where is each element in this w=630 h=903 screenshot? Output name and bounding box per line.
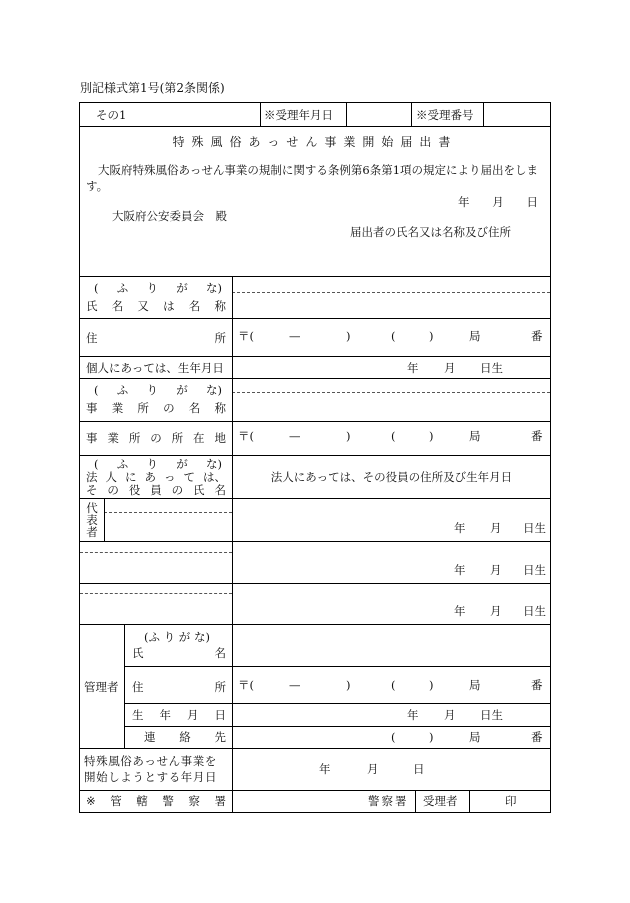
manager-birth-month: 月 [444, 708, 456, 722]
rule [124, 726, 550, 727]
manager-birth-label: 生 年 月 日 [132, 708, 226, 722]
rule [80, 498, 550, 499]
phone-ban: 番 [531, 429, 543, 443]
manager-address-label: 住 所 [132, 680, 226, 694]
form-caption: 別記様式第1号(第2条関係) [80, 81, 225, 95]
officer-2-year: 年 [454, 563, 466, 577]
manager-birth-day: 日生 [480, 708, 503, 722]
receipt-number-label: ※受理番号 [416, 108, 474, 122]
officer-1-day: 日生 [523, 521, 546, 535]
phone-close: ) [429, 678, 434, 692]
dashed-rule [80, 593, 232, 594]
intro-date: 年 月 日 [458, 195, 538, 209]
intro-line-2: す。 [86, 179, 109, 193]
rule [104, 498, 105, 541]
manager-label: 管理者 [84, 680, 119, 694]
postal-dash: — [289, 429, 301, 443]
officer-furigana-label: ( ふ り が な) [94, 457, 222, 471]
postal-mark: 〒( [238, 329, 254, 343]
dashed-rule [232, 292, 550, 293]
rule [260, 103, 261, 126]
officer-3-month: 月 [490, 604, 502, 618]
officer-label-line-2: そ の 役 員 の 氏 名 [86, 483, 226, 497]
rule [232, 624, 233, 812]
officer-3-year: 年 [454, 604, 466, 618]
office-furigana-label: ( ふ り が な) [94, 383, 222, 397]
rule [80, 748, 550, 749]
manager-contact-label: 連 絡 先 [144, 730, 226, 744]
phone-open: ( [391, 429, 396, 443]
addressee: 大阪府公安委員会 殿 [112, 209, 227, 223]
applicant-label: 届出者の氏名又は名称及び住所 [350, 225, 511, 239]
start-label-line-2: 開始しようとする年月日 [84, 770, 218, 784]
rule [80, 126, 550, 127]
postal-mark: 〒( [238, 429, 254, 443]
form-title: 特殊風俗あっせん事業開始届出書 [172, 135, 458, 149]
notification-form [79, 102, 551, 813]
rule [415, 790, 416, 812]
start-day: 日 [413, 762, 425, 776]
officer-2-month: 月 [490, 563, 502, 577]
phone-close: ) [429, 429, 434, 443]
seal-label: 印 [505, 794, 517, 808]
phone-open: ( [391, 329, 396, 343]
police-station-label: ※ 管 轄 警 察 署 [86, 794, 226, 808]
contact-open: ( [391, 730, 396, 744]
intro-line-1: 大阪府特殊風俗あっせん事業の規制に関する条例第6条第1項の規定により届出をしま [98, 163, 539, 177]
rule [80, 583, 550, 584]
contact-close: ) [429, 730, 434, 744]
rule [124, 703, 550, 704]
rule [346, 103, 347, 126]
rule [80, 624, 550, 625]
rule [124, 624, 125, 748]
officer-2-day: 日生 [523, 563, 546, 577]
furigana-label: ( ふ り が な) [94, 281, 222, 295]
start-label-line-1: 特殊風俗あっせん事業を [84, 754, 217, 768]
postal-dash: — [289, 678, 301, 692]
contact-kyoku: 局 [469, 730, 481, 744]
birth-date-label: 個人にあっては、生年月日 [86, 361, 224, 375]
rule [232, 276, 233, 624]
rule [469, 790, 470, 812]
phone-kyoku: 局 [469, 429, 481, 443]
receiver-label: 受理者 [423, 794, 458, 808]
officer-3-day: 日生 [523, 604, 546, 618]
dashed-rule [232, 392, 550, 393]
start-month: 月 [367, 762, 379, 776]
rule [80, 276, 550, 277]
phone-ban: 番 [531, 329, 543, 343]
police-station-suffix: 警察署 [368, 794, 409, 808]
postal-close: ) [346, 429, 351, 443]
office-location-label: 事 業 所 の 所 在 地 [86, 431, 226, 445]
postal-close: ) [346, 329, 351, 343]
officer-header: 法人にあっては、その役員の住所及び生年月日 [270, 470, 513, 484]
rule [80, 378, 550, 379]
officer-1-year: 年 [454, 521, 466, 535]
representative-label: 代 表 者 [86, 501, 98, 539]
postal-mark: 〒( [238, 678, 254, 692]
birth-month: 月 [444, 361, 456, 375]
office-name-label: 事 業 所 の 名 称 [86, 401, 226, 415]
postal-close: ) [346, 678, 351, 692]
birth-year: 年 [407, 361, 419, 375]
manager-birth-year: 年 [407, 708, 419, 722]
dashed-rule [104, 512, 232, 513]
receipt-date-label: ※受理年月日 [264, 108, 333, 122]
rule [483, 103, 484, 126]
rule [80, 356, 550, 357]
rule [80, 541, 550, 542]
address-label: 住 所 [86, 331, 226, 345]
phone-kyoku: 局 [469, 329, 481, 343]
rule [80, 455, 550, 456]
phone-close: ) [429, 329, 434, 343]
rule [80, 790, 550, 791]
phone-ban: 番 [531, 678, 543, 692]
start-year: 年 [319, 762, 331, 776]
part-number: その1 [96, 108, 127, 122]
name-or-title-label: 氏 名 又 は 名 称 [86, 299, 226, 313]
dashed-rule [80, 552, 232, 553]
officer-label-line-1: 法 人 に あ っ て は、 [86, 470, 226, 484]
manager-name-label: 氏 名 [132, 646, 226, 660]
manager-furigana: (ふ り が な) [144, 630, 210, 644]
phone-kyoku: 局 [469, 678, 481, 692]
phone-open: ( [391, 678, 396, 692]
contact-ban: 番 [531, 730, 543, 744]
rule [411, 103, 412, 126]
rule [80, 318, 550, 319]
birth-day: 日生 [480, 361, 503, 375]
rule [80, 421, 550, 422]
postal-dash: — [289, 329, 301, 343]
officer-1-month: 月 [490, 521, 502, 535]
rule [124, 666, 550, 667]
